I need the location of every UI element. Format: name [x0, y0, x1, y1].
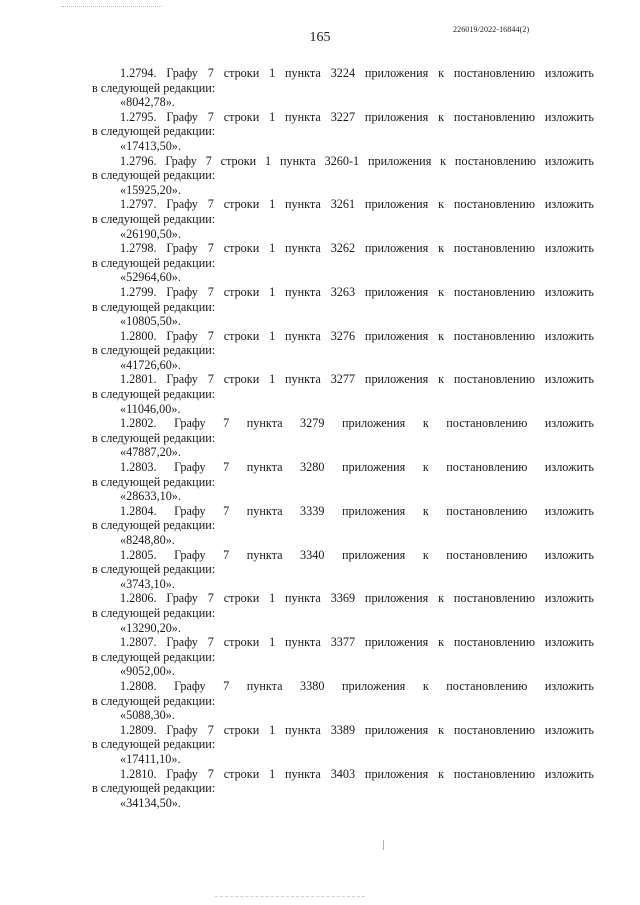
paragraph-first-line	[92, 110, 594, 125]
word: постановлению	[446, 460, 528, 475]
word: 3377	[330, 635, 356, 650]
new-value: «17413,50».	[120, 138, 181, 153]
word: Графу	[166, 284, 198, 299]
paragraph-continuation: в следующей редакции:	[92, 168, 216, 183]
new-value: «3743,10».	[120, 576, 175, 591]
new-value: «52964,60».	[120, 270, 181, 285]
word: постановлению	[453, 328, 535, 343]
word: 1.2801.	[120, 372, 157, 387]
paragraph-first-line	[92, 767, 594, 782]
scan-mark-top	[62, 6, 162, 8]
word: Графу	[166, 766, 198, 781]
paragraph-item	[92, 197, 594, 241]
word: строки	[223, 328, 260, 343]
scan-mark-tick	[383, 840, 384, 850]
word: 1	[269, 766, 276, 781]
word: 1.2805.	[120, 547, 157, 562]
new-value: «8248,80».	[120, 533, 175, 547]
paragraph-item	[92, 504, 594, 548]
word: пункта	[285, 66, 321, 80]
word: постановлению	[453, 197, 535, 212]
word: 1	[265, 153, 272, 168]
word: к	[422, 503, 429, 518]
word: пункта	[285, 372, 321, 387]
word: 7	[207, 328, 214, 343]
paragraph-item	[92, 329, 594, 373]
paragraph-first-line	[92, 548, 594, 563]
word: к	[440, 153, 447, 168]
new-value: «9052,00».	[120, 664, 175, 679]
paragraph-first-line	[92, 460, 594, 475]
word: 1	[269, 241, 276, 256]
paragraph-first-line	[92, 66, 594, 81]
word: 1.2802.	[120, 416, 157, 431]
word: постановлению	[446, 678, 528, 693]
word: изложить	[544, 722, 594, 737]
word: 3339	[300, 503, 325, 518]
paragraph-continuation: в следующей редакции:	[92, 343, 216, 358]
word: пункта	[279, 153, 316, 168]
word: к	[438, 328, 445, 343]
new-value: «5088,30».	[120, 708, 175, 723]
word: к	[438, 635, 445, 650]
word: приложения	[364, 766, 429, 781]
scan-mark-bottom	[215, 896, 365, 898]
word: 7	[223, 460, 230, 475]
word: изложить	[544, 284, 594, 299]
word: Графу	[166, 372, 198, 387]
word: 3389	[330, 722, 356, 737]
word: строки	[223, 284, 260, 299]
word: 7	[223, 678, 230, 693]
new-value: «15925,20».	[120, 182, 181, 197]
word: 3262	[330, 241, 356, 256]
word: 7	[223, 503, 230, 518]
word: 1.2807.	[120, 635, 157, 650]
paragraph-first-line	[92, 372, 594, 387]
word: приложения	[364, 328, 429, 343]
new-value: «28633,10».	[120, 489, 181, 504]
word: 1	[269, 109, 276, 124]
word: приложения	[341, 503, 406, 518]
word: 7	[207, 197, 214, 212]
paragraph-item	[92, 66, 594, 110]
word: строки	[223, 591, 260, 606]
word: изложить	[544, 591, 594, 606]
word: 7	[207, 372, 214, 387]
paragraph-continuation: в следующей редакции:	[92, 387, 216, 402]
word: постановлению	[446, 547, 528, 562]
word: приложения	[364, 591, 429, 606]
word: приложения	[341, 416, 406, 431]
word: изложить	[544, 635, 594, 650]
paragraph-first-line	[92, 591, 594, 606]
word: к	[438, 722, 445, 737]
paragraph-first-line	[92, 285, 594, 300]
paragraph-first-line	[92, 329, 594, 344]
word: 1.2803.	[120, 460, 157, 475]
word: к	[438, 372, 445, 387]
word: 7	[207, 241, 214, 256]
word: 7	[207, 766, 214, 781]
word: 1	[269, 328, 276, 343]
paragraph-item	[92, 372, 594, 416]
word: приложения	[364, 197, 429, 212]
word: 1.2794.	[120, 66, 157, 80]
word: приложения	[341, 460, 406, 475]
paragraph-item	[92, 460, 594, 504]
paragraph-continuation: в следующей редакции:	[92, 255, 216, 270]
word: 7	[207, 109, 214, 124]
paragraph-item	[92, 285, 594, 329]
word: строки	[220, 153, 257, 168]
word: к	[438, 241, 445, 256]
paragraph-item	[92, 723, 594, 767]
word: приложения	[341, 547, 406, 562]
word: пункта	[285, 241, 321, 256]
paragraph-continuation: в следующей редакции:	[92, 518, 216, 533]
paragraph-continuation: в следующей редакции:	[92, 474, 216, 489]
new-value: «10805,50».	[120, 314, 181, 329]
paragraph-continuation: в следующей редакции:	[92, 605, 216, 620]
word: приложения	[364, 722, 429, 737]
paragraph-item	[92, 591, 594, 635]
page-number: 165	[309, 30, 331, 45]
word: Графу	[166, 241, 198, 256]
word: пункта	[246, 503, 283, 518]
word: Графу	[174, 416, 206, 431]
word: 3224	[330, 66, 356, 80]
word: 7	[207, 635, 214, 650]
word: 3380	[300, 678, 325, 693]
word: изложить	[544, 109, 594, 124]
paragraph-item	[92, 241, 594, 285]
word: 3227	[330, 109, 356, 124]
word: 3261	[330, 197, 356, 212]
word: к	[422, 547, 429, 562]
word: 3260-1	[324, 153, 360, 168]
word: Графу	[166, 591, 198, 606]
word: Графу	[166, 197, 198, 212]
word: постановлению	[453, 241, 535, 256]
paragraph-continuation: в следующей редакции:	[92, 299, 216, 314]
word: приложения	[364, 241, 429, 256]
word: изложить	[544, 66, 594, 80]
paragraph-continuation: в следующей редакции:	[92, 649, 216, 664]
paragraph-item	[92, 416, 594, 460]
word: к	[438, 766, 445, 781]
word: к	[438, 284, 445, 299]
word: 1.2800.	[120, 328, 157, 343]
word: Графу	[166, 635, 198, 650]
word: Графу	[165, 153, 197, 168]
word: изложить	[544, 766, 594, 781]
word: 3369	[330, 591, 356, 606]
word: изложить	[544, 678, 594, 693]
paragraph-item	[92, 548, 594, 592]
new-value: «13290,20».	[120, 620, 181, 635]
word: 1.2795.	[120, 109, 157, 124]
paragraph-first-line	[92, 635, 594, 650]
word: пункта	[285, 722, 321, 737]
word: 1	[269, 284, 276, 299]
word: постановлению	[454, 153, 536, 168]
word: приложения	[341, 678, 406, 693]
word: 3263	[330, 284, 356, 299]
paragraph-item	[92, 635, 594, 679]
word: постановлению	[453, 591, 535, 606]
word: 1.2810.	[120, 766, 157, 781]
word: строки	[223, 635, 260, 650]
word: 1.2799.	[120, 284, 157, 299]
word: к	[438, 591, 445, 606]
word: 3277	[330, 372, 356, 387]
word: пункта	[246, 416, 283, 431]
word: Графу	[174, 678, 206, 693]
word: строки	[223, 66, 260, 80]
word: к	[438, 197, 445, 212]
word: 7	[205, 153, 212, 168]
word: 3403	[330, 766, 356, 781]
word: 3280	[300, 460, 325, 475]
paragraph-continuation: в следующей редакции:	[92, 124, 216, 139]
new-value: «34134,50».	[120, 795, 181, 810]
word: постановлению	[453, 635, 535, 650]
paragraph-first-line	[92, 154, 594, 169]
word: Графу	[174, 503, 206, 518]
word: приложения	[364, 109, 429, 124]
word: 7	[207, 722, 214, 737]
paragraph-first-line	[92, 723, 594, 738]
word: изложить	[544, 416, 594, 431]
word: пункта	[246, 547, 283, 562]
new-value: «41726,60».	[120, 357, 181, 372]
word: пункта	[285, 635, 321, 650]
word: 7	[223, 416, 230, 431]
word: к	[422, 416, 429, 431]
word: пункта	[285, 766, 321, 781]
word: 7	[207, 284, 214, 299]
word: пункта	[285, 328, 321, 343]
word: постановлению	[453, 284, 535, 299]
paragraph-first-line	[92, 416, 594, 431]
word: строки	[223, 109, 260, 124]
paragraph-item	[92, 679, 594, 723]
word: 1	[269, 635, 276, 650]
word: 1.2806.	[120, 591, 157, 606]
word: строки	[223, 766, 260, 781]
word: 1.2804.	[120, 503, 157, 518]
word: приложения	[364, 66, 429, 80]
word: Графу	[174, 547, 206, 562]
word: Графу	[166, 722, 198, 737]
word: пункта	[285, 197, 321, 212]
word: постановлению	[453, 109, 535, 124]
new-value: «8042,78».	[120, 95, 175, 110]
word: строки	[223, 722, 260, 737]
word: приложения	[364, 635, 429, 650]
word: приложения	[364, 284, 429, 299]
paragraph-first-line	[92, 241, 594, 256]
word: строки	[223, 241, 260, 256]
word: изложить	[544, 372, 594, 387]
word: 7	[223, 547, 230, 562]
word: к	[438, 109, 445, 124]
word: к	[422, 460, 429, 475]
word: постановлению	[453, 722, 535, 737]
word: Графу	[174, 460, 206, 475]
word: изложить	[544, 547, 594, 562]
word: 1.2798.	[120, 241, 157, 256]
paragraph-continuation: в следующей редакции:	[92, 80, 216, 95]
word: 1.2808.	[120, 678, 157, 693]
paragraph-item	[92, 110, 594, 154]
new-value: «11046,00».	[120, 401, 181, 416]
word: 1.2796.	[120, 153, 157, 168]
word: 3279	[300, 416, 325, 431]
word: постановлению	[446, 416, 528, 431]
word: изложить	[544, 503, 594, 518]
new-value: «47887,20».	[120, 445, 181, 460]
word: строки	[223, 197, 260, 212]
word: 7	[207, 66, 214, 80]
word: изложить	[544, 197, 594, 212]
word: 3276	[330, 328, 356, 343]
paragraph-continuation: в следующей редакции:	[92, 562, 216, 577]
word: Графу	[166, 109, 198, 124]
word: постановлению	[453, 372, 535, 387]
new-value: «26190,50».	[120, 226, 181, 241]
word: к	[422, 678, 429, 693]
word: пункта	[285, 284, 321, 299]
word: изложить	[544, 328, 594, 343]
paragraph-first-line	[92, 679, 594, 694]
new-value: «17411,10».	[120, 751, 181, 766]
word: 3340	[300, 547, 325, 562]
word: изложить	[544, 153, 594, 168]
word: Графу	[166, 328, 198, 343]
word: 1.2809.	[120, 722, 157, 737]
word: 7	[207, 591, 214, 606]
word: пункта	[285, 591, 321, 606]
paragraph-continuation: в следующей редакции:	[92, 781, 216, 796]
word: Графу	[166, 66, 198, 80]
word: пункта	[246, 460, 283, 475]
word: постановлению	[453, 66, 535, 80]
word: пункта	[285, 109, 321, 124]
paragraph-item	[92, 767, 594, 811]
word: пункта	[246, 678, 283, 693]
word: 1	[269, 591, 276, 606]
paragraph-continuation: в следующей редакции:	[92, 430, 216, 445]
word: строки	[223, 372, 260, 387]
paragraph-first-line	[92, 504, 594, 519]
word: изложить	[544, 241, 594, 256]
word: приложения	[367, 153, 432, 168]
document-body	[92, 66, 594, 810]
word: 1.2797.	[120, 197, 157, 212]
word: постановлению	[446, 503, 528, 518]
word: постановлению	[453, 766, 535, 781]
word: 1	[269, 722, 276, 737]
document-code: 226019/2022-16844(2)	[453, 25, 530, 34]
word: к	[438, 66, 445, 80]
word: 1	[269, 372, 276, 387]
paragraph-item	[92, 154, 594, 198]
word: 1	[269, 66, 276, 80]
word: приложения	[364, 372, 429, 387]
paragraph-continuation: в следующей редакции:	[92, 211, 216, 226]
paragraph-continuation: в следующей редакции:	[92, 693, 216, 708]
word: 1	[269, 197, 276, 212]
paragraph-continuation: в следующей редакции:	[92, 737, 216, 752]
paragraph-first-line	[92, 197, 594, 212]
word: изложить	[544, 460, 594, 475]
